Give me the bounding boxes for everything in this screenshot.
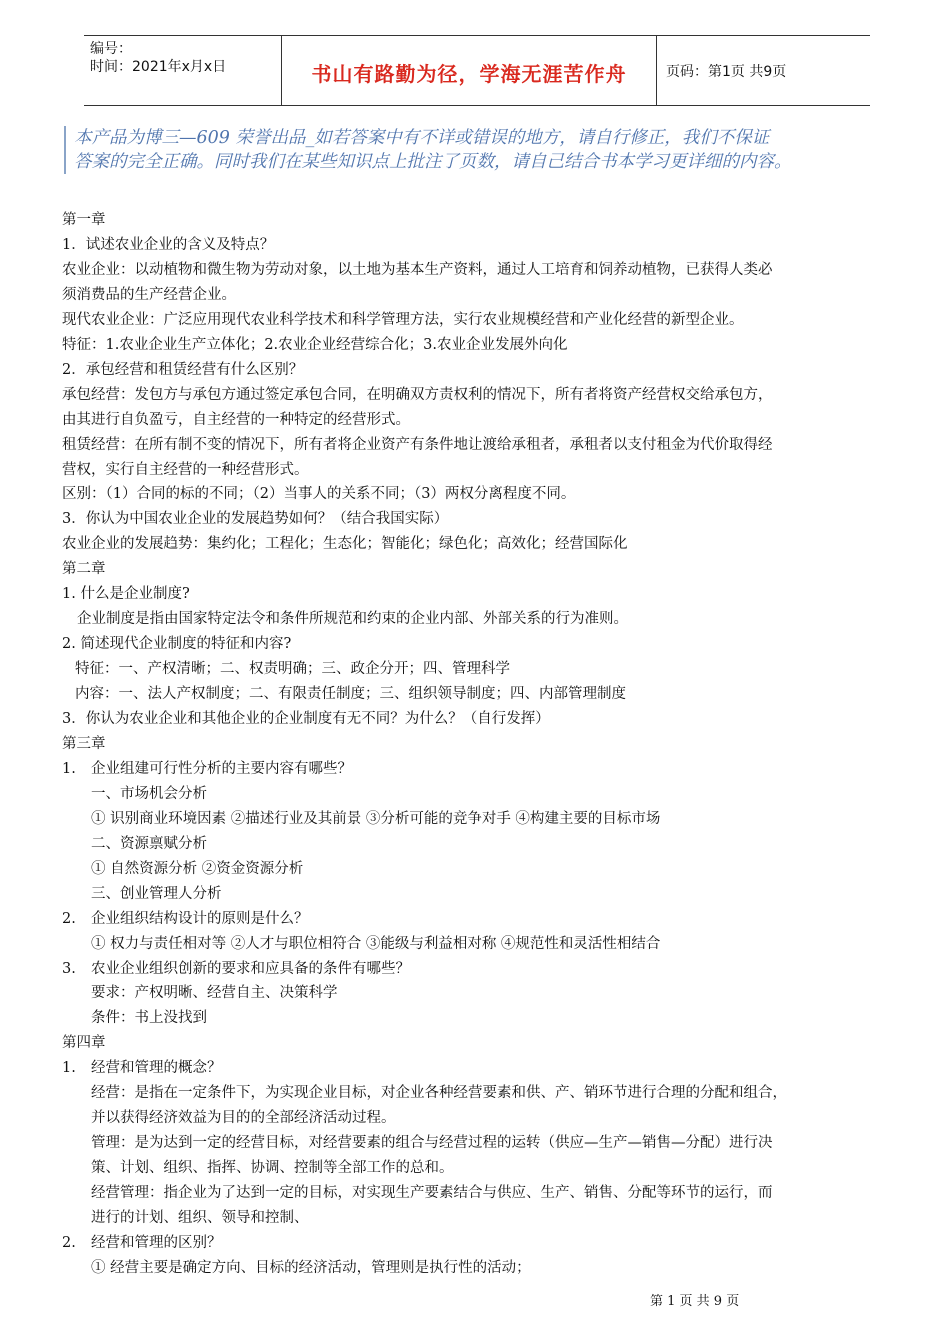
text-line: 三、创业管理人分析: [91, 885, 222, 902]
text-line: 特征：1.农业企业生产立体化；2.农业企业经营综合化；3.农业企业发展外向化: [62, 336, 568, 353]
text-line: 农业企业：以动植物和微生物为劳动对象，以土地为基本生产资料，通过人工培育和饲养动植物，已获得人类必: [62, 261, 773, 278]
text-line: 经营和管理的区别？: [91, 1234, 222, 1251]
notice-line: 答案的完全正确。同时我们在某些知识点上批注了页数，请自己结合书本学习更详细的内容。: [74, 152, 792, 172]
text-line: 企业组建可行性分析的主要内容有哪些？: [91, 760, 352, 777]
text-line: 策、计划、组织、指挥、协调、控制等全部工作的总和。: [91, 1160, 454, 1177]
text-line: 经营和管理的概念？: [91, 1060, 222, 1077]
page-footer: 第 1 页 共 9 页: [650, 1294, 740, 1309]
list-number: 1.: [62, 760, 76, 777]
text-line: 租赁经营：在所有制不变的情况下，所有者将企业资产有条件地让渡给承租者，承租者以支付租金为代价取得经: [62, 436, 773, 453]
header-page-cell: [656, 36, 870, 105]
time-label: 时间：2021年x月x日: [90, 59, 227, 75]
header-meta-cell: [84, 36, 281, 105]
page-info: 页码：第1页 共9页: [666, 63, 787, 80]
text-line: 要求：产权明晰、经营自主、决策科学: [91, 985, 338, 1002]
header-table: [84, 35, 870, 106]
text-line: 并以获得经济效益为目的的全部经济活动过程。: [91, 1110, 396, 1127]
notice-line: 本产品为博三—609 荣誉出品_如若答案中有不详或错误的地方，请自行修正，我们不保证: [74, 128, 770, 148]
text-line: 由其进行自负盈亏，自主经营的一种特定的经营形式。: [62, 411, 410, 428]
list-number: 3.: [62, 960, 76, 977]
text-line: ① 自然资源分析 ②资金资源分析: [91, 860, 304, 877]
text-line: 第三章: [62, 735, 106, 752]
text-line: 经营：是指在一定条件下，为实现企业目标，对企业各种经营要素和供、产、销环节进行合理的分配和组合，: [91, 1085, 787, 1102]
text-line: ① 识别商业环境因素 ②描述行业及其前景 ③分析可能的竞争对手 ④构建主要的目标市场: [91, 810, 661, 827]
text-line: 2. 简述现代企业制度的特征和内容?: [62, 636, 292, 653]
text-line: 2．承包经营和租赁经营有什么区别？: [62, 361, 304, 378]
motto-text: 书山有路勤为径，学海无涯苦作舟: [311, 61, 627, 86]
text-line: 营权，实行自主经营的一种经营形式。: [62, 461, 309, 478]
text-line: 一、市场机会分析: [91, 785, 207, 802]
text-line: 第一章: [62, 212, 106, 228]
text-line: 现代农业企业：广泛应用现代农业科学技术和科学管理方法，实行农业规模经营和产业化经营的新型企业。: [62, 311, 744, 328]
text-line: 农业企业的发展趋势：集约化；工程化；生态化；智能化；绿色化；高效化；经营国际化: [62, 536, 628, 553]
notice-block: [64, 126, 914, 174]
text-line: ① 权力与责任相对等 ②人才与职位相符合 ③能级与利益相对称 ④规范性和灵活性相结合: [91, 935, 661, 952]
text-line: 须消费品的生产经营企业。: [62, 286, 236, 303]
header-motto-cell: [281, 36, 657, 105]
number-label: 编号：: [90, 41, 132, 57]
text-line: 管理：是为达到一定的经营目标，对经营要素的组合与经营过程的运转（供应—生产—销售—分配）进行决: [91, 1135, 773, 1152]
text-line: 进行的计划、组织、领导和控制、: [91, 1210, 309, 1226]
text-line: 第四章: [62, 1035, 106, 1052]
text-line: 3．你认为中国农业企业的发展趋势如何？（结合我国实际）: [62, 511, 449, 528]
list-number: 1.: [62, 1060, 76, 1077]
text-line: 企业制度是指由国家特定法令和条件所规范和约束的企业内部、外部关系的行为准则。: [77, 611, 628, 628]
text-line: 3．你认为农业企业和其他企业的企业制度有无不同？为什么？（自行发挥）: [62, 711, 550, 727]
text-line: 条件：书上没找到: [91, 1010, 207, 1027]
text-line: 第二章: [62, 561, 106, 578]
text-line: 内容：一、法人产权制度；二、有限责任制度；三、组织领导制度；四、内部管理制度: [75, 686, 626, 703]
text-line: 二、资源禀赋分析: [91, 835, 207, 852]
text-line: 承包经营：发包方与承包方通过签定承包合同，在明确双方责权利的情况下，所有者将资产经营权交给承包方，: [62, 386, 773, 403]
list-number: 2.: [62, 910, 76, 927]
text-line: 企业组织结构设计的原则是什么？: [91, 910, 309, 927]
list-number: 2.: [62, 1234, 76, 1251]
text-line: 区别：（1）合同的标的不同；（2）当事人的关系不同；（3）两权分离程度不同。: [62, 486, 576, 503]
text-line: 经营管理：指企业为了达到一定的目标，对实现生产要素结合与供应、生产、销售、分配等环节的运行，而: [91, 1185, 773, 1202]
text-line: ① 经营主要是确定方向、目标的经济活动，管理则是执行性的活动；: [91, 1259, 531, 1276]
text-line: 1. 什么是企业制度?: [62, 586, 190, 603]
text-line: 1．试述农业企业的含义及特点？: [62, 236, 275, 253]
text-line: 农业企业组织创新的要求和应具备的条件有哪些？: [91, 960, 410, 977]
text-line: 特征：一、产权清晰；二、权责明确；三、政企分开；四、管理科学: [75, 661, 510, 678]
